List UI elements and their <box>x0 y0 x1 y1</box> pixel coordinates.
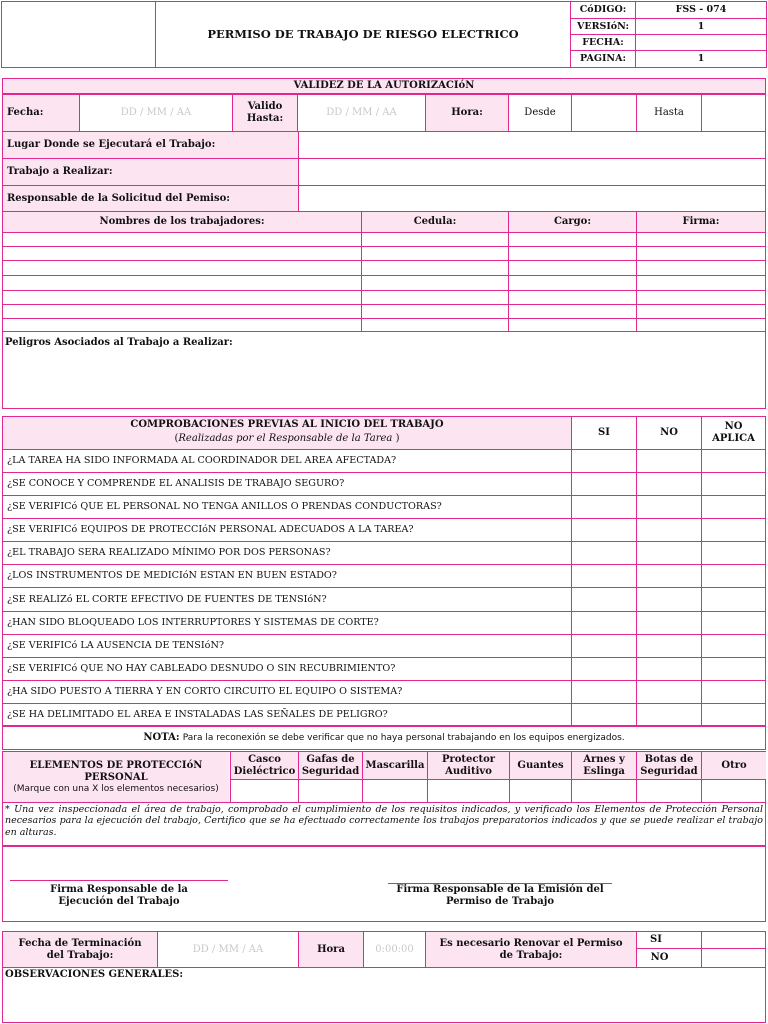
check-si-cell[interactable] <box>572 519 635 541</box>
hasta-label: Hasta <box>654 107 684 118</box>
firma-emision-label: Firma Responsable de la Emisión del Permiso de Trabajo <box>396 884 604 907</box>
check-si-cell[interactable] <box>572 588 635 611</box>
worker-row[interactable] <box>3 319 361 331</box>
check-question: ¿SE REALIZó EL CORTE EFECTIVO DE FUENTES DE TENSIóN? <box>7 593 327 605</box>
checks-subtitle-open: ( <box>174 433 179 444</box>
renovar-no-checkbox[interactable] <box>702 949 765 967</box>
epp-item-checkbox[interactable] <box>637 780 701 802</box>
validez-title: VALIDEZ DE LA AUTORIZACIóN <box>293 80 475 91</box>
check-no-cell[interactable] <box>637 565 700 587</box>
observaciones-label: OBSERVACIONES GENERALES: <box>5 969 184 980</box>
worker-row[interactable] <box>3 233 361 246</box>
check-no-cell[interactable] <box>637 612 700 634</box>
check-question: ¿HAN SIDO BLOQUEADO LOS INTERRUPTORES Y SISTEMAS DE CORTE? <box>7 617 379 629</box>
responsable-label: Responsable de la Solicitud del Pemiso: <box>3 186 298 211</box>
desde-label: Desde <box>524 107 556 118</box>
check-no-cell[interactable] <box>637 542 700 564</box>
checks-subtitle-text: Realizadas por el Responsable de la Tarea <box>178 433 393 444</box>
check-question: ¿LA TAREA HA SIDO INFORMADA AL COORDINADOR DEL AREA AFECTADA? <box>7 455 397 467</box>
peligros-label: Peligros Asociados al Trabajo a Realizar: <box>5 337 233 348</box>
certification-text: * Una vez inspeccionada el área de trabajo, comprobado el cumplimiento de los requisitos indicados, y verificado los Elementos de Protección Personal necesarios para la ejecución del trabajo, Certifico que se ha efectuado correctamente los trabajos preparatorios indicados y que se puede realizar el trabajo en alturas. <box>5 804 763 838</box>
check-si-cell[interactable] <box>572 473 635 495</box>
lugar-label: Lugar Donde se Ejecutará el Trabajo: <box>3 132 298 158</box>
epp-item-checkbox[interactable] <box>231 780 298 802</box>
checks-subtitle-close: ) <box>395 433 400 444</box>
checks-col-no: NO <box>660 427 678 438</box>
check-na-cell[interactable] <box>702 496 765 518</box>
check-no-cell[interactable] <box>637 635 700 657</box>
check-no-cell[interactable] <box>637 588 700 611</box>
epp-item-checkbox[interactable] <box>702 780 766 802</box>
trabajo-label: Trabajo a Realizar: <box>3 159 298 185</box>
fecha-label: Fecha: <box>3 95 79 131</box>
check-si-cell[interactable] <box>572 681 635 703</box>
version-label: VERSIóN: <box>577 20 629 32</box>
epp-item-label: Protector Auditivo <box>428 752 509 779</box>
hora-label: Hora: <box>426 95 508 131</box>
check-question: ¿EL TRABAJO SERA REALIZADO MÍNIMO POR DOS PERSONAS? <box>7 547 331 559</box>
epp-item-label: Arnes y Eslinga <box>572 752 636 779</box>
firma-ejecucion-area[interactable] <box>10 850 228 880</box>
fecha-terminacion-input[interactable]: DD / MM / AA <box>192 943 264 955</box>
workers-header-cargo: Cargo: <box>509 212 636 232</box>
checks-col-na: NO APLICA <box>712 421 755 444</box>
worker-row[interactable] <box>3 305 361 318</box>
nota-line <box>2 726 766 750</box>
epp-title: ELEMENTOS DE PROTECCIóN PERSONAL <box>29 759 203 783</box>
check-no-cell[interactable] <box>637 704 700 726</box>
trabajo-input[interactable] <box>299 159 765 185</box>
check-no-cell[interactable] <box>637 519 700 541</box>
firma-emision-area[interactable] <box>388 850 612 882</box>
hora-terminacion-label: Hora <box>299 932 363 967</box>
epp-item-label: Gafas de Seguridad <box>299 752 362 779</box>
check-question: ¿LOS INSTRUMENTOS DE MEDICIóN ESTAN EN BUEN ESTADO? <box>7 570 337 582</box>
check-no-cell[interactable] <box>637 473 700 495</box>
renovar-label: Es necesario Renovar el Permiso de Trabajo: <box>426 932 636 967</box>
check-question: ¿SE VERIFICó EQUIPOS DE PROTECCIóN PERSONAL ADECUADOS A LA TAREA? <box>7 524 414 536</box>
epp-item-label: Botas de Seguridad <box>637 752 701 779</box>
check-question: ¿SE CONOCE Y COMPRENDE EL ANALISIS DE TRABAJO SEGURO? <box>7 478 345 490</box>
valido-hasta-input[interactable]: DD / MM / AA <box>326 107 397 118</box>
lugar-input[interactable] <box>299 132 765 158</box>
checks-title: COMPROBACIONES PREVIAS AL INICIO DEL TRABAJO <box>130 419 444 430</box>
check-si-cell[interactable] <box>572 635 635 657</box>
workers-header-cedula: Cedula: <box>362 212 508 232</box>
workers-header-firma: Firma: <box>637 212 765 232</box>
renovar-si-checkbox[interactable] <box>702 932 765 948</box>
desde-input[interactable] <box>572 95 636 131</box>
check-si-cell[interactable] <box>572 612 635 634</box>
check-no-cell[interactable] <box>637 681 700 703</box>
nota-text: Para la reconexión se debe verificar que no haya personal trabajando en los equipos energizados. <box>182 732 625 743</box>
check-si-cell[interactable] <box>572 542 635 564</box>
epp-title-cell <box>3 752 229 802</box>
check-no-cell[interactable] <box>637 658 700 680</box>
check-question: ¿SE VERIFICó LA AUSENCIA DE TENSIóN? <box>7 640 224 652</box>
worker-row[interactable] <box>3 276 361 290</box>
epp-item-checkbox[interactable] <box>299 780 362 802</box>
worker-row[interactable] <box>3 247 361 260</box>
epp-subtitle: (Marque con una X los elementos necesarios) <box>13 783 219 794</box>
epp-item-checkbox[interactable] <box>363 780 427 802</box>
check-question: ¿SE VERIFICó QUE EL PERSONAL NO TENGA ANILLOS O PRENDAS CONDUCTORAS? <box>7 501 442 513</box>
check-question: ¿SE HA DELIMITADO EL AREA E INSTALADAS LAS SEÑALES DE PELIGRO? <box>7 709 388 721</box>
epp-item-checkbox[interactable] <box>428 780 509 802</box>
fecha-doc-value[interactable] <box>636 35 766 50</box>
checks-col-si: SI <box>598 427 610 438</box>
nota-label: NOTA: <box>143 732 180 743</box>
codigo-value: FSS - 074 <box>675 4 727 16</box>
check-na-cell[interactable] <box>702 542 765 564</box>
firma-ejecucion-label: Firma Responsable de la Ejecución del Trabajo <box>50 884 188 907</box>
check-na-cell[interactable] <box>702 635 765 657</box>
worker-row[interactable] <box>3 261 361 275</box>
check-na-cell[interactable] <box>702 704 765 726</box>
hasta-input[interactable] <box>702 95 765 131</box>
check-na-cell[interactable] <box>702 612 765 634</box>
epp-item-label: Guantes <box>510 752 571 779</box>
check-na-cell[interactable] <box>702 681 765 703</box>
epp-item-checkbox[interactable] <box>510 780 571 802</box>
fecha-input[interactable]: DD / MM / AA <box>120 107 192 118</box>
epp-item-label: Mascarilla <box>363 752 427 779</box>
check-si-cell[interactable] <box>572 704 635 726</box>
check-si-cell[interactable] <box>572 565 635 587</box>
fecha-terminacion-label: Fecha de Terminación del Trabajo: <box>3 932 157 967</box>
check-si-cell[interactable] <box>572 658 635 680</box>
check-na-cell[interactable] <box>702 658 765 680</box>
responsable-input[interactable] <box>299 186 765 211</box>
renovar-si-label: SI <box>650 934 662 945</box>
epp-item-checkbox[interactable] <box>572 780 636 802</box>
worker-row[interactable] <box>3 291 361 304</box>
pagina-label: PAGINA: <box>580 53 626 65</box>
check-no-cell[interactable] <box>637 450 700 472</box>
hora-terminacion-input[interactable]: 0:00:00 <box>375 943 414 955</box>
check-na-cell[interactable] <box>702 519 765 541</box>
check-na-cell[interactable] <box>702 565 765 587</box>
check-si-cell[interactable] <box>572 450 635 472</box>
check-na-cell[interactable] <box>702 473 765 495</box>
epp-item-label: Casco Dieléctrico <box>231 752 298 779</box>
fecha-doc-label: FECHA: <box>582 36 624 48</box>
check-question: ¿SE VERIFICó QUE NO HAY CABLEADO DESNUDO O SIN RECUBRIMIENTO? <box>7 663 396 675</box>
epp-item-label: Otro <box>702 752 766 779</box>
check-no-cell[interactable] <box>637 496 700 518</box>
valido-hasta-label: Valido Hasta: <box>233 95 297 131</box>
codigo-label: CóDIGO: <box>579 4 627 16</box>
check-si-cell[interactable] <box>572 496 635 518</box>
version-value: 1 <box>697 20 705 32</box>
document-title: PERMISO DE TRABAJO DE RIESGO ELECTRICO <box>207 26 519 41</box>
check-na-cell[interactable] <box>702 588 765 611</box>
workers-header-nombres: Nombres de los trabajadores: <box>3 212 361 232</box>
check-question: ¿HA SIDO PUESTO A TIERRA Y EN CORTO CIRCUITO EL EQUIPO O SISTEMA? <box>7 686 403 698</box>
renovar-no-label: NO <box>650 952 669 963</box>
check-na-cell[interactable] <box>702 450 765 472</box>
pagina-value: 1 <box>697 53 705 65</box>
